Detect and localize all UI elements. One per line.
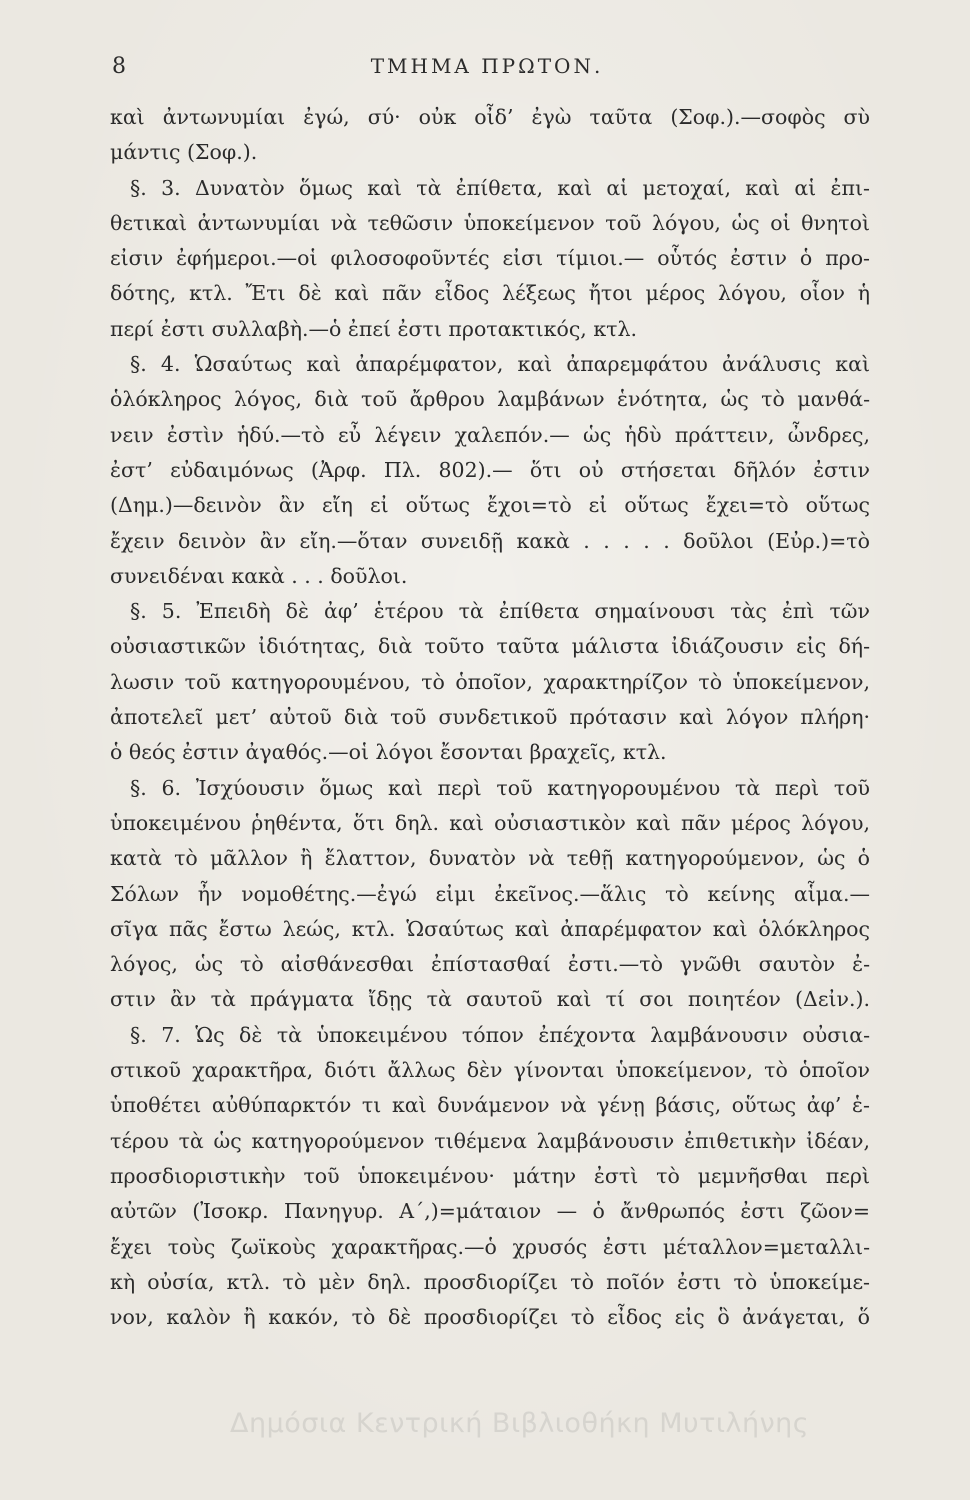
body-text [110, 100, 870, 1335]
text-line: οὐσιαστικῶν ἰδιότητας, διὰ τοῦτο ταῦτα μάλιστα ἰδιάζουσιν εἰς δή- [110, 634, 870, 659]
text-line: στιν ἂν τὰ πράγματα ἴδῃς τὰ σαυτοῦ καὶ τί σοι ποιητέον (Δεἰν.). [110, 987, 870, 1012]
text-line: §. 4. Ὡσαύτως καὶ ἀπαρέμφατον, καὶ ἀπαρεμφάτου ἀνάλυσις καὶ [130, 352, 870, 377]
text-line: καὶ ἀντωνυμίαι ἐγώ, σύ· οὐκ οἶδ’ ἐγὼ ταῦτα (Σοφ.).—σοφὸς σὺ [110, 105, 870, 129]
text-line: §. 3. Δυνατὸν ὅμως καὶ τὰ ἐπίθετα, καὶ αἱ μετοχαί, καὶ αἱ ἐπι- [130, 175, 870, 200]
text-line: ἔχειν δεινὸν ἂν εἴη.—ὅταν συνειδῇ κακὰ . . . . . δοῦλοι (Εὐρ.)=τὸ [110, 528, 870, 553]
text-line: λωσιν τοῦ κατηγορουμένου, τὸ ὁποῖον, χαρακτηρίζον τὸ ὑποκείμενον, [110, 669, 870, 694]
running-title: ΤΜΗΜΑ ΠΡΩΤΟΝ. [370, 54, 604, 78]
text-line: ἀποτελεῖ μετ’ αὐτοῦ διὰ τοῦ συνδετικοῦ πρότασιν καὶ λόγον πλήρη· [110, 705, 870, 730]
text-line: στικοῦ χαρακτῆρα, διότι ἄλλως δὲν γίνονται ὑποκείμενον, τὸ ὁποῖον [110, 1058, 870, 1083]
text-line: σῖγα πᾶς ἔστω λεώς, κτλ. Ὡσαύτως καὶ ἀπαρέμφατον καὶ ὁλόκληρος [110, 916, 870, 941]
text-line: τέρου τὰ ὡς κατηγορούμενον τιθέμενα λαμβάνουσιν ἐπιθετικὴν ἰδέαν, [110, 1128, 870, 1153]
text-line: ὑποκειμένου ῥηθέντα, ὅτι δηλ. καὶ οὐσιαστικὸν καὶ πᾶν μέρος λόγου, [110, 810, 870, 835]
text-line: περί ἐστι συλλαβὴ.—ὁ ἐπεί ἐστι προτακτικός, κτλ. [110, 316, 637, 341]
text-line: §. 6. Ἰσχύουσιν ὅμως καὶ περὶ τοῦ κατηγορουμένου τὰ περὶ τοῦ [130, 775, 870, 800]
page-header [112, 54, 862, 90]
text-line: δότης, κτλ. Ἔτι δὲ καὶ πᾶν εἶδος λέξεως ἤτοι μέρος λόγου, οἷον ἡ [110, 281, 870, 306]
page-number: 8 [112, 54, 127, 79]
text-line: ἐστ’ εὐδαιμόνως (Ἀρφ. Πλ. 802).— ὅτι οὐ στήσεται δῆλόν ἐστιν [110, 457, 870, 482]
text-line: (Δημ.)—δεινὸν ἂν εἴη εἰ οὕτως ἔχοι=τὸ εἰ οὕτως ἔχει=τὸ οὕτως [110, 493, 870, 518]
text-line: νον, καλὸν ἢ κακόν, τὸ δὲ προσδιορίζει τὸ εἶδος εἰς ὃ ἀνάγεται, ὅ [110, 1305, 870, 1330]
text-line: προσδιοριστικὴν τοῦ ὑποκειμένου· μάτην ἐστὶ τὸ μεμνῆσθαι περὶ [110, 1163, 870, 1188]
text-line: §. 7. Ὡς δὲ τὰ ὑποκειμένου τόπον ἐπέχοντα λαμβάνουσιν οὐσια- [130, 1022, 870, 1047]
text-line: Σόλων ἦν νομοθέτης.—ἐγώ εἰμι ἐκεῖνος.—ἅλις τὸ κείνης αἷμα.— [110, 881, 870, 906]
text-line: ὁλόκληρος λόγος, διὰ τοῦ ἄρθρου λαμβάνων ἑνότητα, ὡς τὸ μανθά- [110, 387, 870, 412]
text-line: θετικαὶ ἀντωνυμίαι νὰ τεθῶσιν ὑποκείμενον τοῦ λόγου, ὡς οἱ θνητοὶ [110, 210, 870, 235]
text-line: ὑποθέτει αὐθύπαρκτόν τι καὶ δυνάμενον νὰ γένῃ βάσις, οὕτως ἀφ’ ἑ- [110, 1093, 870, 1118]
text-line: λόγος, ὡς τὸ αἰσθάνεσθαι ἐπίστασθαί ἐστι.—τὸ γνῶθι σαυτὸν ἐ- [110, 952, 870, 977]
text-line: §. 5. Ἐπειδὴ δὲ ἀφ’ ἑτέρου τὰ ἐπίθετα σημαίνουσι τὰς ἐπὶ τῶν [130, 599, 870, 624]
text-line: νειν ἐστὶν ἡδύ.—τὸ εὖ λέγειν χαλεπόν.— ὡς ἡδὺ πράττειν, ὦνδρες, [110, 422, 870, 447]
text-line: αὐτῶν (Ἰσοκρ. Πανηγυρ. Α΄,)=μάταιον — ὁ ἄνθρωπός ἐστι ζῶον= [110, 1199, 870, 1224]
text-line: κατὰ τὸ μᾶλλον ἢ ἔλαττον, δυνατὸν νὰ τεθῇ κατηγορούμενον, ὡς ὁ [110, 846, 870, 871]
text-line: ὁ θεός ἐστιν ἀγαθός.—οἱ λόγοι ἔσονται βραχεῖς, κτλ. [110, 740, 667, 765]
text-line: ἔχει τοὺς ζωϊκοὺς χαρακτῆρας.—ὁ χρυσός ἐστι μέταλλον=μεταλλι- [110, 1234, 870, 1259]
text-line: συνειδέναι κακὰ . . . δοῦλοι. [110, 563, 408, 588]
text-line: μάντις (Σοφ.). [110, 140, 258, 165]
text-line: κὴ οὐσία, κτλ. τὸ μὲν δηλ. προσδιορίζει τὸ ποῖόν ἐστι τὸ ὑποκείμε- [110, 1269, 870, 1294]
text-line: εἰσιν ἐφήμεροι.—οἱ φιλοσοφοῦντές εἰσι τίμιοι.— οὗτός ἐστιν ὁ προ- [110, 246, 870, 271]
library-watermark: Δημόσια Κεντρική Βιβλιοθήκη Μυτιλήνης [230, 1408, 810, 1439]
